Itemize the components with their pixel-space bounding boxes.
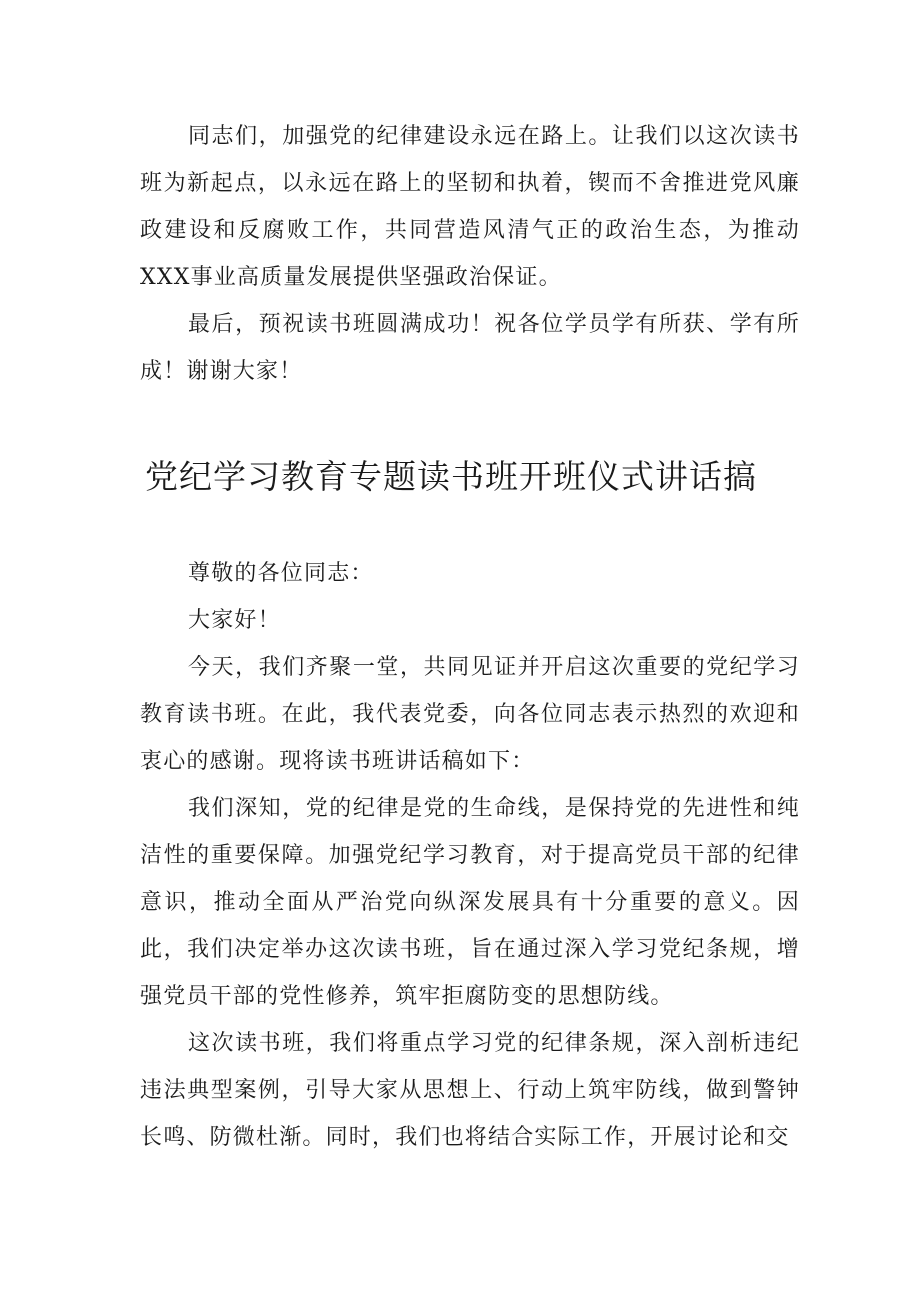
article-body: [140, 550, 800, 1161]
previous-section: [140, 113, 800, 395]
salutation: 尊敬的各位同志：: [188, 561, 374, 586]
body-paragraph-2: 我们深知，党的纪律是党的生命线，是保持党的先进性和纯洁性的重要保障。加强党纪学习教育，对于提高党员干部的纪律意识，推动全面从严治党向纵深发展具有十分重要的意义。因此，我们决定举办这次读书班，旨在通过深入学习党纪条规，增强党员干部的党性修养，筑牢拒腐防变的思想防线。: [140, 796, 800, 1009]
farewell-paragraph: 最后，预祝读书班圆满成功！祝各位学员学有所获、学有所成！谢谢大家！: [140, 312, 800, 384]
greeting: 大家好！: [188, 608, 281, 633]
body-paragraph-3: 这次读书班，我们将重点学习党的纪律条规，深入剖析违纪违法典型案例，引导大家从思想上、行动上筑牢防线，做到警钟长鸣、防微杜渐。同时，我们也将结合实际工作，开展讨论和交: [140, 1031, 800, 1150]
body-paragraph-1: 今天，我们齐聚一堂，共同见证并开启这次重要的党纪学习教育读书班。在此，我代表党委，向各位同志表示热烈的欢迎和衷心的感谢。现将读书班讲话稿如下：: [140, 655, 800, 774]
article-title: 党纪学习教育专题读书班开班仪式讲话搞: [145, 457, 757, 496]
closing-paragraph: 同志们，加强党的纪律建设永远在路上。让我们以这次读书班为新起点，以永远在路上的坚韧和执着，锲而不舍推进党风廉政建设和反腐败工作，共同营造风清气正的政治生态，为推动XXX事业高质量发展提供坚强政治保证。: [140, 124, 800, 290]
